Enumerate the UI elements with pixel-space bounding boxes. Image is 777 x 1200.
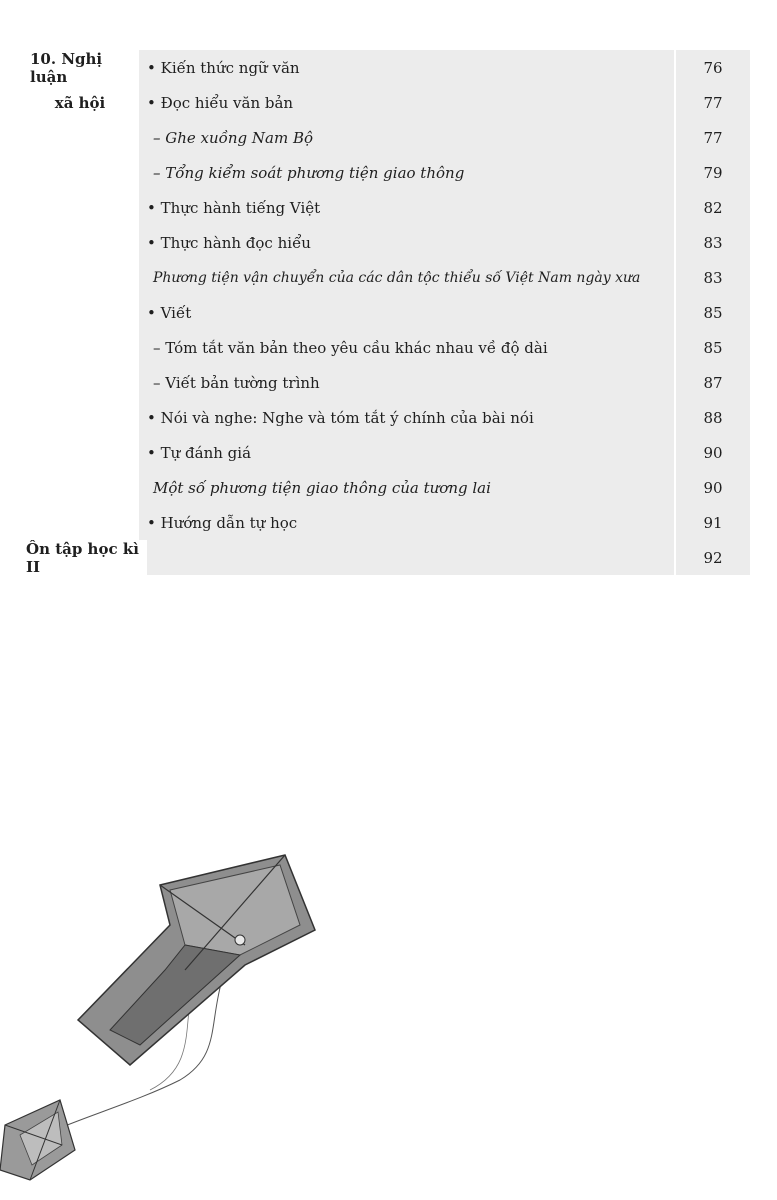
toc-row <box>22 295 750 330</box>
toc-entry: Phương tiện vận chuyển của các dân tộc thiểu số Việt Nam ngày xưa <box>138 260 674 295</box>
unit-title-line2: xã hội <box>54 93 106 112</box>
page-number: 85 <box>674 330 750 365</box>
page-number: 92 <box>674 540 750 575</box>
toc-row <box>22 470 750 505</box>
toc-row <box>22 365 750 400</box>
toc-entry: – Tổng kiểm soát phương tiện giao thông <box>138 155 674 190</box>
unit-title-line1: 10. Nghị luận <box>30 49 103 86</box>
toc-row <box>22 155 750 190</box>
toc-entry: • Tự đánh giá <box>138 435 674 470</box>
toc-entry: – Viết bản tường trình <box>138 365 674 400</box>
toc-entry: • Nói và nghe: Nghe và tóm tắt ý chính của bài nói <box>138 400 674 435</box>
toc-row <box>22 435 750 470</box>
toc-entry: • Thực hành tiếng Việt <box>138 190 674 225</box>
table-of-contents <box>22 50 750 575</box>
page-number: 82 <box>674 190 750 225</box>
toc-entry: • Hướng dẫn tự học <box>138 505 674 540</box>
toc-row <box>22 225 750 260</box>
review-title: Ôn tập học kì II <box>26 539 139 576</box>
page-number: 77 <box>674 85 750 120</box>
page-number: 90 <box>674 435 750 470</box>
kite-icon <box>0 850 360 1200</box>
toc-entry: Một số phương tiện giao thông của tương lai <box>138 470 674 505</box>
toc-row-review <box>22 540 750 575</box>
page-number: 91 <box>674 505 750 540</box>
page-number: 90 <box>674 470 750 505</box>
page-number: 88 <box>674 400 750 435</box>
page-number: 77 <box>674 120 750 155</box>
toc-entry: • Đọc hiểu văn bản <box>138 85 674 120</box>
page-number: 83 <box>674 260 750 295</box>
toc-row <box>22 190 750 225</box>
toc-row <box>22 50 750 85</box>
toc-row <box>22 85 750 120</box>
toc-row <box>22 400 750 435</box>
page-number: 87 <box>674 365 750 400</box>
page-number: 76 <box>674 50 750 85</box>
toc-row <box>22 330 750 365</box>
toc-entry: – Ghe xuồng Nam Bộ <box>138 120 674 155</box>
page-number: 83 <box>674 225 750 260</box>
toc-entry: • Thực hành đọc hiểu <box>138 225 674 260</box>
toc-entry: • Kiến thức ngữ văn <box>138 50 674 85</box>
toc-row <box>22 120 750 155</box>
toc-row <box>22 505 750 540</box>
toc-row <box>22 260 750 295</box>
page-number: 79 <box>674 155 750 190</box>
toc-entry: • Viết <box>138 295 674 330</box>
toc-entry: – Tóm tắt văn bản theo yêu cầu khác nhau về độ dài <box>138 330 674 365</box>
page-number: 85 <box>674 295 750 330</box>
